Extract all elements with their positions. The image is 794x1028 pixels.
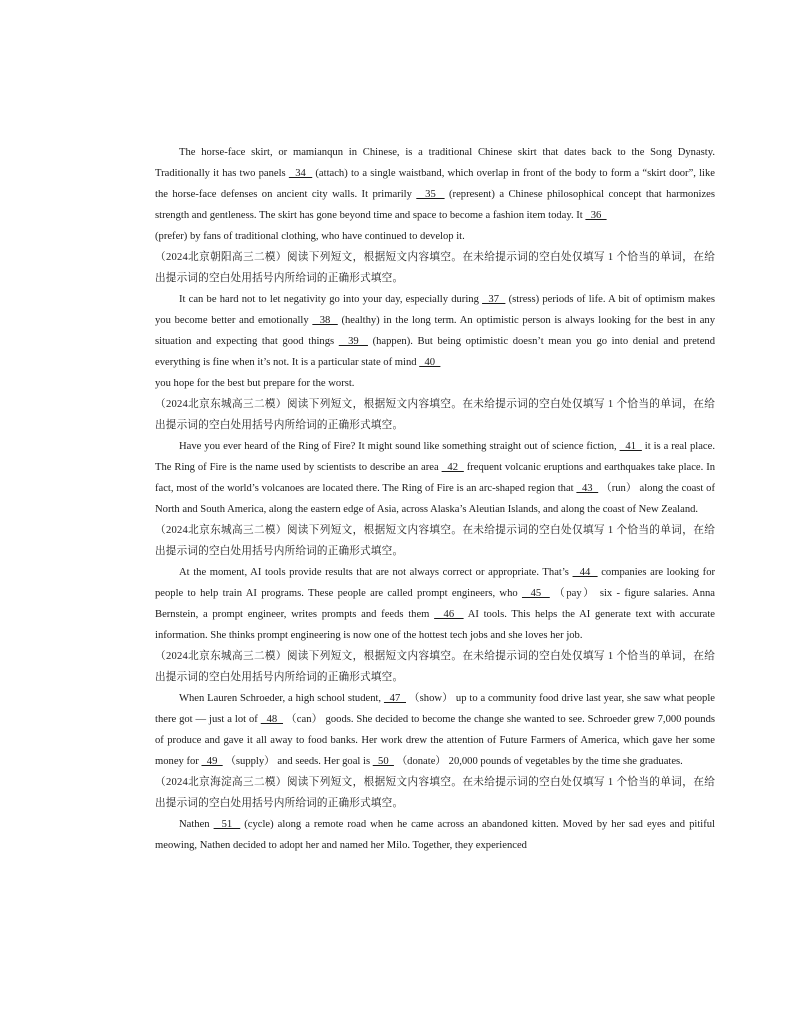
answer-blank: 34	[288, 168, 313, 179]
answer-blank: 49	[201, 756, 223, 767]
passage-body: It can be hard not to let negativity go into your day, especially during 37 (stress) periods of life. A bit of optimism makes you become better and emotionally 38 (healthy) in the long term. An optimistic person is always looking for the best in any situation and expecting that good things 39 (happen). But being optimistic doesn’t mean you go into denial and pretend everything is fine when it’s not. It is a particular state of mind 40	[155, 294, 716, 368]
answer-blank: 39	[338, 336, 368, 347]
answer-blank: 36	[585, 210, 607, 221]
answer-blank: 51	[213, 819, 241, 830]
passage-optimism	[155, 247, 715, 394]
passage-horse-face-skirt	[155, 142, 715, 247]
answer-blank: 40	[419, 357, 441, 368]
answer-blank: 48	[260, 714, 284, 725]
answer-blank: 41	[619, 441, 642, 452]
exercise-instructions: （2024北京朝阳高三二模）阅读下列短文，根据短文内容填空。在未给提示词的空白处仅填写 1 个恰当的单词，在给出提示词的空白处用括号内所给词的正确形式填空。	[155, 252, 715, 284]
passage-body: The horse-face skirt, or mamianqun in Chinese, is a traditional Chinese skirt that dates back to the Song Dynasty. Traditionally it has two panels 34 (attach) to a single waistband, which overlap in front of the body to form a “skirt door”, like the horse-face defenses on ancient city walls. It primarily 35 (represent) a Chinese philosophical concept that harmonizes strength and gentleness. The skirt has gone beyond time and space to become a fashion item today. It 36	[155, 147, 716, 221]
passage-tail: (prefer) by fans of traditional clothing, who have continued to develop it.	[155, 231, 465, 242]
answer-blank: 45	[521, 588, 550, 599]
answer-blank: 35	[416, 189, 445, 200]
passage-body: At the moment, AI tools provide results that are not always correct or appropriate. That’s 44 companies are looking for people to help train AI programs. These people are called prompt engineers, who 45 （pay） six - figure salaries. Anna Bernstein, a prompt engineer, writes prompts and feeds them 46 AI tools. This helps the AI generate text with accurate information. She thinks prompt engineering is now one of the hottest tech jobs and she loves her job.	[155, 567, 716, 641]
passage-lauren-schroeder	[155, 646, 715, 772]
answer-blank: 50	[372, 756, 394, 767]
passage-body: Have you ever heard of the Ring of Fire? It might sound like something straight out of science fiction, 41 it is a real place. The Ring of Fire is the name used by scientists to describe an area 42 frequent volcanic eruptions and earthquakes take place. In fact, most of the world’s volcanoes are located there. The Ring of Fire is an arc-shaped region that 43 （run） along the coast of North and South America, along the eastern edge of Asia, across Alaska’s Aleutian Islands, and along the coast of New Zealand.	[155, 441, 716, 515]
document-page	[155, 142, 715, 856]
exercise-instructions: （2024北京东城高三二模）阅读下列短文，根据短文内容填空。在未给提示词的空白处仅填写 1 个恰当的单词，在给出提示词的空白处用括号内所给词的正确形式填空。	[155, 399, 715, 431]
answer-blank: 47	[383, 693, 406, 704]
answer-blank: 44	[572, 567, 598, 578]
answer-blank: 46	[434, 609, 464, 620]
exercise-instructions: （2024北京东城高三二模）阅读下列短文，根据短文内容填空。在未给提示词的空白处仅填写 1 个恰当的单词，在给出提示词的空白处用括号内所给词的正确形式填空。	[155, 651, 715, 683]
passage-body: When Lauren Schroeder, a high school student, 47 （show） up to a community food drive last year, she saw what people there got — just a lot of 48 （can） goods. She decided to become the change she wanted to see. Schroeder grew 7,000 pounds of produce and gave it all away to food banks. Her work drew the attention of Future Farmers of America, which gave her some money for 49 （supply） and seeds. Her goal is 50 （donate） 20,000 pounds of vegetables by the time she graduates.	[155, 693, 715, 767]
answer-blank: 42	[441, 462, 464, 473]
exercise-instructions: （2024北京海淀高三二模）阅读下列短文，根据短文内容填空。在未给提示词的空白处仅填写 1 个恰当的单词，在给出提示词的空白处用括号内所给词的正确形式填空。	[155, 777, 715, 809]
passage-body: Nathen 51 (cycle) along a remote road when he came across an abandoned kitten. Moved by her sad eyes and pitiful meowing, Nathen decided to adopt her and named her Milo. Together, they experienced	[155, 819, 716, 851]
passage-prompt-engineers	[155, 520, 715, 646]
answer-blank: 37	[482, 294, 506, 305]
passage-nathen-kitten	[155, 772, 715, 856]
answer-blank: 38	[312, 315, 338, 326]
exercise-instructions: （2024北京东城高三二模）阅读下列短文，根据短文内容填空。在未给提示词的空白处仅填写 1 个恰当的单词，在给出提示词的空白处用括号内所给词的正确形式填空。	[155, 525, 715, 557]
passage-tail: you hope for the best but prepare for the worst.	[155, 378, 355, 389]
answer-blank: 43	[576, 483, 599, 494]
passage-ring-of-fire	[155, 394, 715, 520]
